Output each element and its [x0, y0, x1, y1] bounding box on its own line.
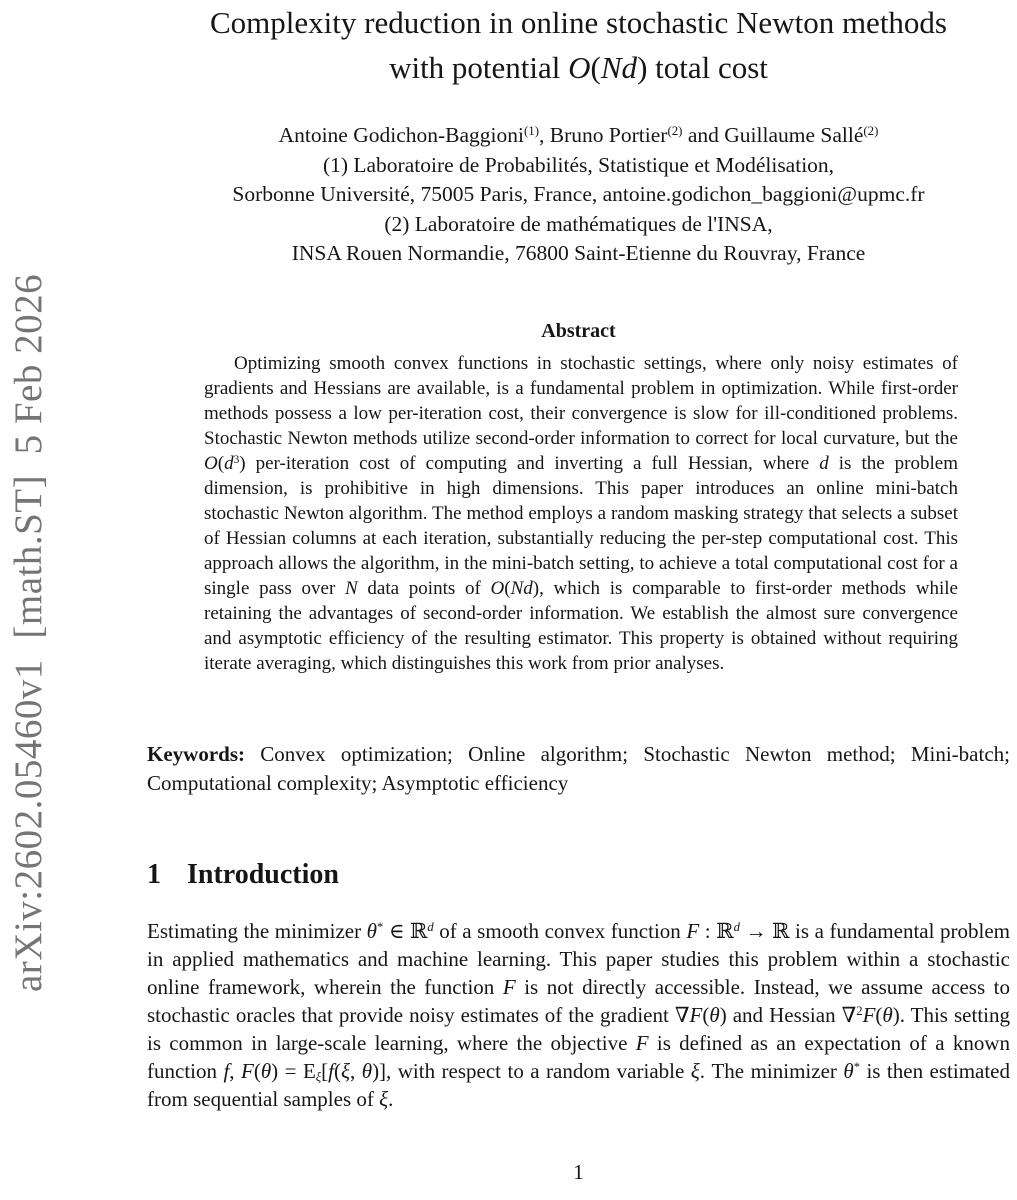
- author-line-affiliation-1-address: Sorbonne Université, 75005 Paris, France, antoine.godichon_baggioni@upmc.fr: [232, 182, 925, 206]
- paper-title-line-1: Complexity reduction in online stochastic Newton methods: [210, 5, 947, 40]
- abstract-text: Optimizing smooth convex functions in stochastic settings, where only noisy estimates of gradients and Hessians are available, is a fundamental problem in optimization. While first-order methods possess a low per-iteration cost, their convergence is slow for ill-conditioned problems. Stochastic Newton methods utilize second-order information to correct for local curvature, but the $O(d^3)$ per-iteration cost of computing and inverting a full Hessian, where d is the problem dimension, is prohibitive in high dimensions. This paper introduces an online mini-batch stochastic Newton algorithm. The method employs a random masking strategy that selects a subset of Hessian columns at each iteration, substantially reducing the per-step computational cost. This approach allows the algorithm, in the mini-batch setting, to achieve a total computational cost for a single pass over N data points of O(Nd), which is comparable to first-order methods while retaining the advantages of second-order information. We establish the almost sure convergence and asymptotic efficiency of the resulting estimator. This property is obtained without requiring iterate averaging, which distinguishes this work from prior analyses.: [204, 353, 959, 674]
- author-line-affiliation-1: (1) Laboratoire de Probabilités, Statistique et Modélisation,: [322, 152, 835, 177]
- keywords-paragraph: Keywords: Convex optimization; Online algorithm; Stochastic Newton method; Mini-batch; Computational complexity; Asymptotic efficiency: [147, 742, 1010, 795]
- section-title: Introduction: [187, 859, 339, 890]
- introduction-paragraph: Estimating the minimizer θ* ∈ ℝ$^d$ of a smooth convex function F : ℝ$^d$ → ℝ is a fundamental problem in applied mathematics and machine learning. This paper studies this problem within a stochastic online framework, wherein the function F is not directly accessible. Instead, we assume access to stochastic oracles that provide noisy estimates of the gradient ∇F(θ) and Hessian ∇$^2$F(θ). This setting is common in large-scale learning, where the objective F is defined as an expectation of a known function f, $F(\theta) = E_\xi[f(\xi$, θ)], with respect to a random variable ξ. The minimizer θ* is then estimated from sequential samples of ξ.: [147, 919, 1011, 1111]
- page-number: 1: [573, 1160, 584, 1184]
- author-line-names: Antoine Godichon-Baggioni$^{(1)}$, Bruno Portier$^{(2)}$ and Guillaume Sallé$^{(2)}$: [278, 123, 879, 147]
- author-email: antoine.godichon_baggioni@upmc.fr: [602, 182, 925, 206]
- paper-title: [147, 0, 1010, 90]
- author-line-affiliation-2: (2) Laboratoire de mathématiques de l'INSA,: [384, 211, 773, 236]
- arxiv-watermark: arXiv:2602.05460v1 [math.ST] 5 Feb 2026: [7, 273, 50, 992]
- author-block: [147, 121, 1010, 269]
- author-line-affiliation-2-address: INSA Rouen Normandie, 76800 Saint-Etienne du Rouvray, France: [291, 241, 866, 265]
- paper-title-line-2: with potential O(Nd) total cost: [389, 50, 768, 85]
- section-number: 1: [147, 859, 161, 890]
- abstract-heading: Abstract: [541, 320, 616, 342]
- section-heading: [147, 857, 339, 893]
- paper-page: [147, 0, 1010, 1200]
